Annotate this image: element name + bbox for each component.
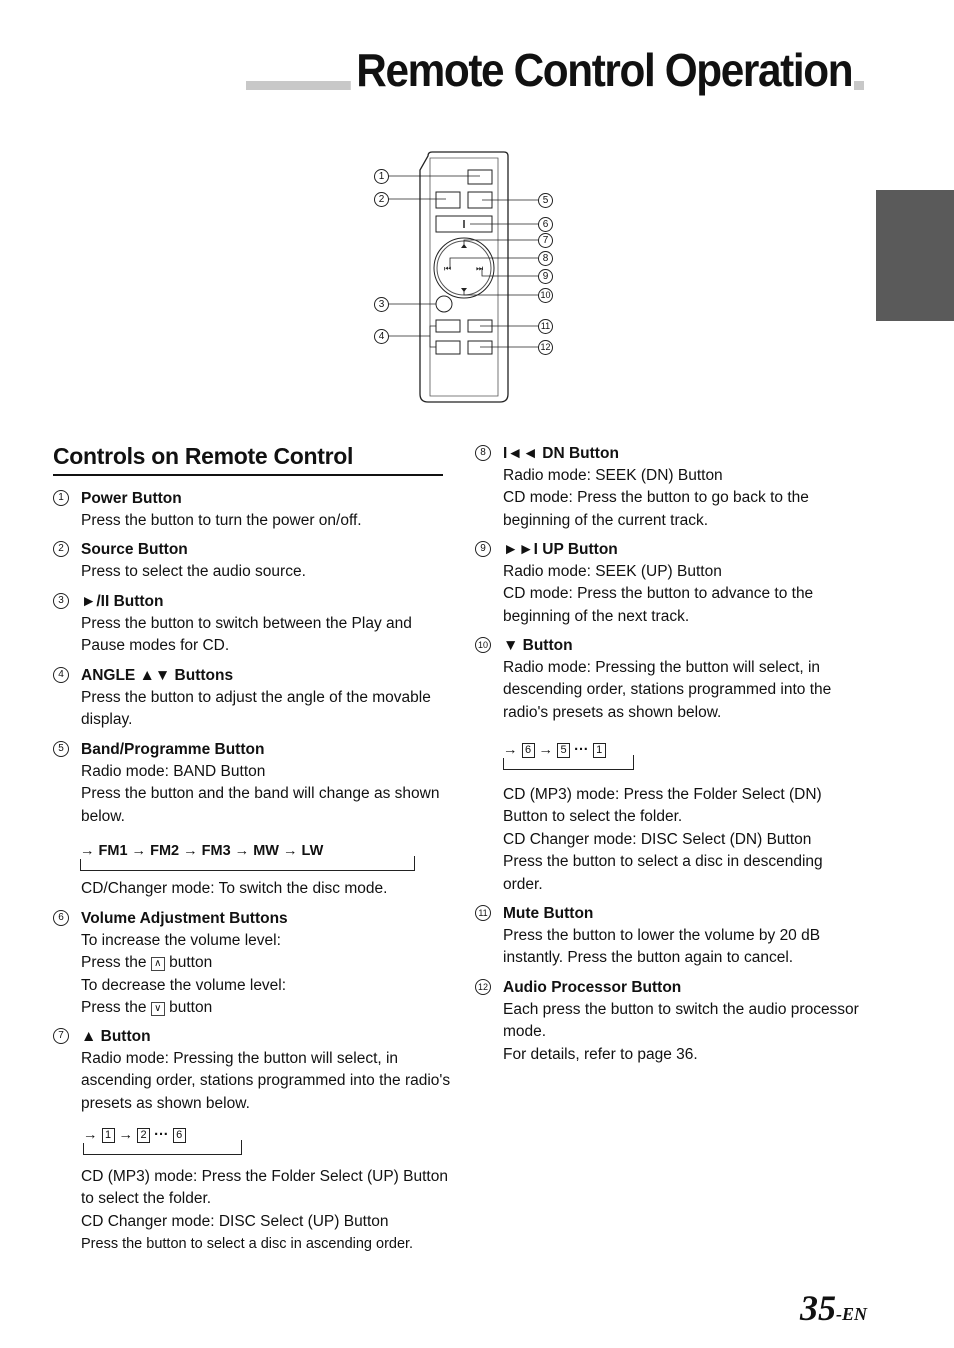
- entry-heading: Mute Button: [503, 905, 594, 922]
- entry-text: CD (MP3) mode: Press the Folder Select (UP) Button to select the folder. CD Changer mode: DISC Select (UP) Button: [81, 1168, 448, 1230]
- entry-text: Press the button to lower the volume by 20 dB instantly. Press the button again to cancel.: [503, 927, 821, 967]
- entry-source: [58, 539, 451, 583]
- entry-number: 1: [53, 490, 69, 506]
- entry-number: 5: [53, 741, 69, 757]
- entry-text: CD (MP3) mode: Press the Folder Select (DN) Button to select the folder. CD Changer mode: DISC Select (DN) Button Press the button to select a disc in descending order.: [503, 786, 823, 893]
- entry-number: 8: [475, 445, 491, 461]
- svg-text:⏭: ⏭: [476, 264, 484, 273]
- preset-down-flow-diagram: [503, 742, 634, 770]
- section-heading: Controls on Remote Control: [53, 443, 354, 469]
- volume-down-icon: ∨: [151, 1002, 165, 1016]
- section-divider: [53, 474, 443, 476]
- entry-down: [477, 635, 863, 724]
- entry-heading: ANGLE ▲▼ Buttons: [81, 667, 234, 684]
- entry-text: Press the button to turn the power on/off.: [81, 512, 362, 529]
- entry-up-cd: [81, 1166, 451, 1256]
- entry-number: 11: [475, 905, 491, 921]
- entry-number: 4: [53, 667, 69, 683]
- entry-angle: [58, 665, 451, 732]
- side-tab-marker: [876, 190, 954, 321]
- entry-heading: Power Button: [81, 490, 182, 507]
- entry-text: Press the button to select a disc in ascending order.: [81, 1236, 414, 1253]
- callout-4: 4: [374, 329, 389, 344]
- entry-heading: Audio Processor Button: [503, 979, 682, 996]
- entry-volume: [58, 908, 451, 1020]
- entry-number: 10: [475, 637, 491, 653]
- entry-dn: [480, 443, 863, 532]
- entry-band: [58, 739, 451, 828]
- remote-control-diagram: [370, 150, 570, 410]
- callout-6: 6: [538, 217, 553, 232]
- callout-11: 11: [538, 319, 553, 334]
- entry-down-cd: [503, 784, 863, 896]
- entry-text: Radio mode: SEEK (DN) Button CD mode: Press the button to go back to the beginning of the current track.: [503, 467, 809, 529]
- entry-number: 9: [475, 541, 491, 557]
- entry-text: Radio mode: BAND Button Press the button and the band will change as shown below.: [81, 763, 440, 825]
- callout-2: 2: [374, 192, 389, 207]
- page-number: 35-EN: [800, 1288, 867, 1328]
- entry-audio-processor: [477, 977, 863, 1066]
- callout-8: 8: [538, 251, 553, 266]
- entry-band-cd: [81, 878, 451, 900]
- entry-heading: ▲ Button: [81, 1028, 151, 1045]
- entry-number: 2: [53, 541, 69, 557]
- band-flow-text: → FM1 → FM2 → FM3 → MW → LW: [80, 843, 327, 859]
- preset-down-flow-text: → 6 → 5 ··· 1: [503, 742, 610, 758]
- entry-up-seek: [480, 539, 863, 628]
- preset-up-flow-diagram: [83, 1127, 242, 1155]
- entry-up: [58, 1026, 451, 1115]
- entry-text: Press the ∧ button: [81, 954, 213, 972]
- callout-3: 3: [374, 297, 389, 312]
- callout-10: 10: [538, 288, 553, 303]
- svg-text:⏮: ⏮: [444, 264, 452, 273]
- entry-text: Radio mode: SEEK (UP) Button CD mode: Press the button to advance to the beginning of the next track.: [503, 563, 814, 625]
- entry-play-pause: [58, 591, 451, 658]
- entry-text: To decrease the volume level:: [81, 976, 287, 994]
- entry-number: 3: [53, 593, 69, 609]
- page-title: Remote Control Operation: [351, 46, 854, 94]
- entry-text: Press the button to switch between the Play and Pause modes for CD.: [81, 615, 412, 655]
- band-flow-diagram: [80, 843, 415, 871]
- entry-number: 6: [53, 910, 69, 926]
- entry-power: [58, 488, 451, 532]
- entry-heading: ►/II Button: [81, 593, 164, 610]
- entry-text: Press the ∨ button: [81, 999, 213, 1017]
- callout-12: 12: [538, 340, 553, 355]
- entry-text: Radio mode: Pressing the button will select, in ascending order, stations programmed into the radio's presets as shown below.: [81, 1050, 451, 1112]
- preset-up-flow-text: → 1 → 2 ··· 6: [83, 1127, 190, 1143]
- entry-number: 12: [475, 979, 491, 995]
- entry-text: Radio mode: Pressing the button will select, in descending order, stations programmed into the radio's presets as shown below.: [503, 659, 832, 721]
- page-suffix: -EN: [836, 1304, 867, 1324]
- callout-5: 5: [538, 193, 553, 208]
- volume-up-icon: ∧: [151, 957, 165, 971]
- entry-heading: I◄◄ DN Button: [503, 445, 619, 462]
- entry-heading: Volume Adjustment Buttons: [81, 910, 288, 927]
- entry-number: 7: [53, 1028, 69, 1044]
- entry-heading: ▼ Button: [503, 637, 573, 654]
- entry-heading: Band/Programme Button: [81, 741, 265, 758]
- callout-9: 9: [538, 269, 553, 284]
- entry-text: To increase the volume level:: [81, 932, 281, 949]
- entry-heading: Source Button: [81, 541, 188, 558]
- entry-mute: [478, 903, 863, 970]
- entry-text: Press to select the audio source.: [81, 563, 306, 580]
- callout-7: 7: [538, 233, 553, 248]
- entry-text: CD/Changer mode: To switch the disc mode.: [81, 880, 388, 897]
- entry-text: Each press the button to switch the audio processor mode. For details, refer to page 36.: [503, 1001, 859, 1063]
- entry-heading: ►►I UP Button: [503, 541, 618, 558]
- entry-text: Press the button to adjust the angle of the movable display.: [81, 689, 431, 729]
- callout-1: 1: [374, 169, 389, 184]
